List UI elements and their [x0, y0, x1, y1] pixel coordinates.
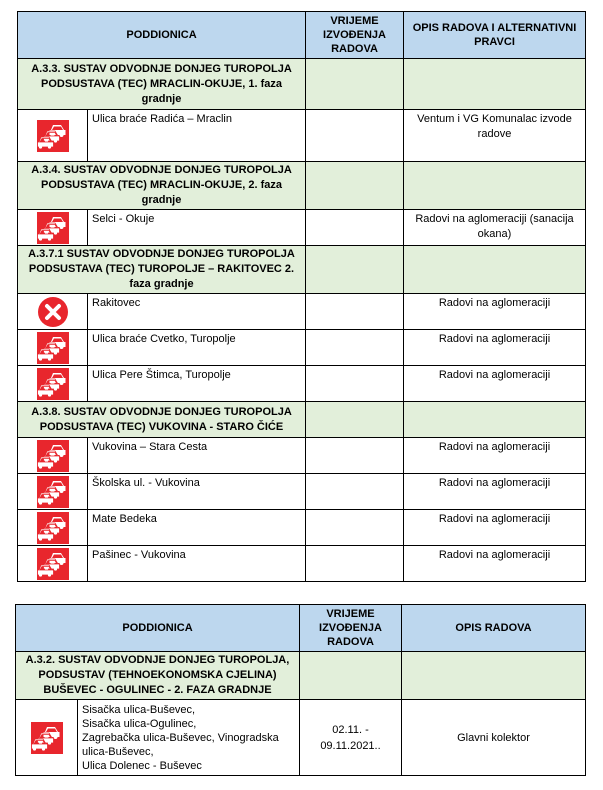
description-cell: Radovi na aglomeraciji	[404, 294, 586, 330]
section-title: A.3.4. SUSTAV ODVODNJE DONJEG TUROPOLJA PODSUSTAVA (TEC) MRACLIN-OKUJE, 2. faza gradnje	[18, 162, 306, 210]
table-row	[18, 366, 586, 402]
description-cell: Radovi na aglomeraciji	[404, 438, 586, 474]
time-cell	[306, 294, 404, 330]
table-row	[18, 294, 586, 330]
icon-cell	[18, 510, 88, 546]
icon-cell	[18, 546, 88, 582]
description-cell: Radovi na aglomeraciji	[404, 510, 586, 546]
road-closed-icon	[37, 296, 69, 328]
section-title: A.3.8. SUSTAV ODVODNJE DONJEG TUROPOLJA PODSUSTAVA (TEC) VUKOVINA - STARO ČIĆE	[18, 402, 306, 438]
traffic-jam-icon	[37, 440, 69, 472]
location-list	[78, 700, 300, 776]
section-empty-cell	[300, 652, 402, 700]
description-cell: Glavni kolektor	[402, 700, 586, 776]
location-cell: Pašinec - Vukovina	[88, 546, 306, 582]
description-cell: Ventum i VG Komunalac izvode radove	[404, 110, 586, 162]
time-cell	[306, 210, 404, 246]
location-cell: Ulica Pere Štimca, Turopolje	[88, 366, 306, 402]
location-line: Ulica Dolenec - Buševec	[82, 759, 202, 772]
traffic-jam-icon	[31, 722, 63, 754]
time-cell	[306, 510, 404, 546]
section-empty-cell	[306, 402, 404, 438]
time-cell	[306, 110, 404, 162]
traffic-jam-icon	[37, 332, 69, 364]
time-cell	[306, 438, 404, 474]
location-cell: Ulica braće Cvetko, Turopolje	[88, 330, 306, 366]
location-line: Sisačka ulica-Buševec,	[82, 703, 196, 716]
header-section: PODDIONICA	[18, 12, 306, 59]
icon-cell	[16, 700, 78, 776]
location-cell: Rakitovec	[88, 294, 306, 330]
section-empty-cell	[404, 402, 586, 438]
roadworks-table-1	[17, 11, 586, 582]
location-cell: Vukovina – Stara Cesta	[88, 438, 306, 474]
header-time: VRIJEME IZVOĐENJA RADOVA	[300, 605, 402, 652]
header-section: PODDIONICA	[16, 605, 300, 652]
traffic-jam-icon	[37, 512, 69, 544]
icon-cell	[18, 110, 88, 162]
table-row	[16, 700, 586, 776]
location-cell: Selci - Okuje	[88, 210, 306, 246]
table-row	[18, 438, 586, 474]
traffic-jam-icon	[37, 476, 69, 508]
section-empty-cell	[404, 59, 586, 110]
icon-cell	[18, 474, 88, 510]
description-cell: Radovi na aglomeraciji	[404, 366, 586, 402]
location-line: Zagrebačka ulica-Buševec, Vinogradska	[82, 731, 279, 744]
section-empty-cell	[306, 162, 404, 210]
time-cell: 02.11. - 09.11.2021..	[300, 700, 402, 776]
description-cell: Radovi na aglomeraciji	[404, 330, 586, 366]
traffic-jam-icon	[37, 368, 69, 400]
time-cell	[306, 546, 404, 582]
table-row	[18, 330, 586, 366]
table-row	[18, 546, 586, 582]
location-cell: Ulica braće Radića – Mraclin	[88, 110, 306, 162]
section-title: A.3.3. SUSTAV ODVODNJE DONJEG TUROPOLJA PODSUSTAVA (TEC) MRACLIN-OKUJE, 1. faza gradnje	[18, 59, 306, 110]
icon-cell	[18, 330, 88, 366]
section-empty-cell	[404, 246, 586, 294]
description-cell: Radovi na aglomeraciji	[404, 546, 586, 582]
section-empty-cell	[306, 59, 404, 110]
section-empty-cell	[402, 652, 586, 700]
time-cell	[306, 366, 404, 402]
section-empty-cell	[404, 162, 586, 210]
header-time: VRIJEME IZVOĐENJA RADOVA	[306, 12, 404, 59]
header-description: OPIS RADOVA I ALTERNATIVNI PRAVCI	[404, 12, 586, 59]
traffic-jam-icon	[37, 548, 69, 580]
section-title: A.3.2. SUSTAV ODVODNJE DONJEG TUROPOLJA, PODSUSTAV (TEHNOEKONOMSKA CJELINA) BUŠEVEC - OGULINEC - 2. FAZA GRADNJE	[16, 652, 300, 700]
time-cell	[306, 474, 404, 510]
location-cell: Mate Bedeka	[88, 510, 306, 546]
location-line: ulica-Buševec,	[82, 745, 154, 758]
location-cell: Školska ul. - Vukovina	[88, 474, 306, 510]
description-cell: Radovi na aglomeraciji (sanacija okana)	[404, 210, 586, 246]
icon-cell	[18, 210, 88, 246]
table-row	[18, 510, 586, 546]
description-cell: Radovi na aglomeraciji	[404, 474, 586, 510]
traffic-jam-icon	[37, 120, 69, 152]
icon-cell	[18, 294, 88, 330]
time-cell	[306, 330, 404, 366]
section-title: A.3.7.1 SUSTAV ODVODNJE DONJEG TUROPOLJA PODSUSTAVA (TEC) TUROPOLJE – RAKITOVEC 2. faza gradnje	[18, 246, 306, 294]
location-line: Sisačka ulica-Ogulinec,	[82, 717, 197, 730]
roadworks-table-2	[15, 604, 586, 776]
icon-cell	[18, 366, 88, 402]
table-row	[18, 110, 586, 162]
icon-cell	[18, 438, 88, 474]
header-description: OPIS RADOVA	[402, 605, 586, 652]
traffic-jam-icon	[37, 212, 69, 244]
section-empty-cell	[306, 246, 404, 294]
table-row	[18, 474, 586, 510]
table-row	[18, 210, 586, 246]
